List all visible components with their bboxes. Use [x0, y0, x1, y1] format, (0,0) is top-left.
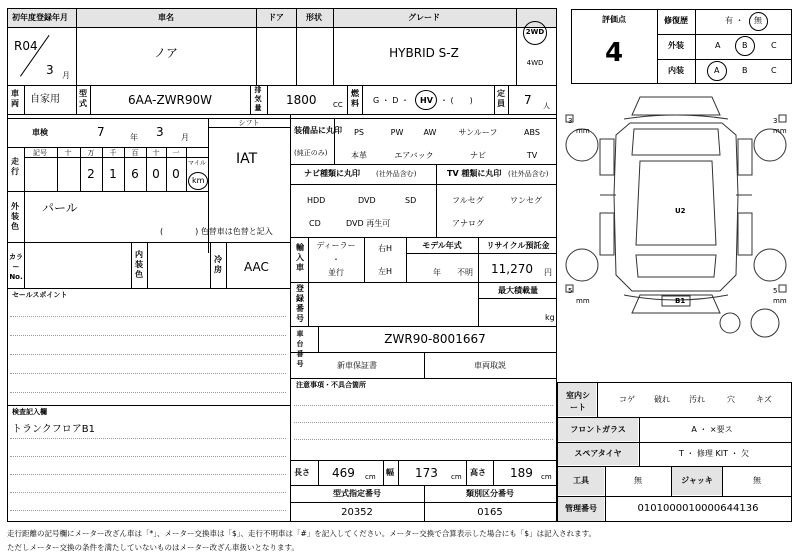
- equip-airbag[interactable]: エアバック: [394, 151, 434, 160]
- mgmt-label: 管理番号: [565, 504, 597, 513]
- spare-value: T ・ 修理 KIT ・ 欠: [678, 449, 750, 458]
- width-value: 173: [415, 466, 438, 480]
- designation-value: 20352: [341, 507, 373, 518]
- chassis-value: ZWR90-8001667: [384, 332, 486, 346]
- length-label: 長さ: [294, 468, 310, 477]
- mm-right-top: mm: [773, 127, 787, 135]
- equip-sunroof[interactable]: サンルーフ: [458, 128, 498, 137]
- mgmt-value: 0101000010000644136: [637, 503, 759, 514]
- navi-suffix: (社外品含む): [376, 170, 417, 178]
- model-year-unit: 年: [433, 268, 441, 277]
- reg-date-label: 初年度登録年月: [12, 13, 68, 22]
- new-car-warranty: 新車保証書: [337, 361, 377, 370]
- inspection-label: 車検: [32, 128, 48, 137]
- pos-right-bottom: 5: [773, 287, 778, 295]
- recycle-label: リサイクル預託金: [486, 241, 550, 250]
- interior-grade-b: B: [742, 66, 748, 75]
- height-label: 高さ: [470, 468, 486, 477]
- digit-header: 一: [172, 149, 180, 157]
- import-left-hand[interactable]: 左H: [377, 267, 393, 276]
- digit-header: 十: [64, 149, 72, 157]
- mileage-digit: 0: [152, 167, 160, 181]
- seat-burn: コゲ: [619, 395, 635, 404]
- tv-fullseg[interactable]: フルセグ: [452, 196, 484, 205]
- tv-analog[interactable]: アナログ: [452, 219, 484, 228]
- equipment-sub-label: (純正のみ): [294, 149, 328, 157]
- exterior-grade-c: C: [771, 41, 777, 50]
- fuel-options: G ・ D ・: [373, 96, 409, 105]
- jack-value: 無: [753, 476, 761, 485]
- seat-stain: 汚れ: [689, 395, 705, 404]
- equip-leather[interactable]: 本革: [351, 151, 367, 160]
- car-diagram: [560, 95, 792, 370]
- grade-label: グレード: [408, 13, 440, 22]
- mm-left-bottom: mm: [576, 297, 590, 305]
- height-value: 189: [510, 466, 533, 480]
- ac-value: AAC: [244, 260, 269, 274]
- mm-right-bottom: mm: [773, 297, 787, 305]
- digit-header: 万: [87, 149, 95, 157]
- inspection-year-unit: 年: [130, 133, 138, 142]
- import-right-hand[interactable]: 右H: [377, 244, 393, 253]
- reg-era: R04: [14, 39, 38, 53]
- navi-hdd[interactable]: HDD: [307, 196, 326, 205]
- type-value: 6AA-ZWR90W: [127, 93, 213, 107]
- repair-no: 無: [754, 16, 762, 25]
- model-year-label: モデル年式: [422, 241, 462, 250]
- notes-label: 注意事項・不具合箇所: [296, 381, 366, 389]
- type-label: 型式: [79, 89, 87, 108]
- length-value: 469: [332, 466, 355, 480]
- tool-label: 工具: [573, 476, 589, 485]
- mark-u2: U2: [675, 207, 686, 215]
- import-parallel[interactable]: 並行: [328, 268, 344, 277]
- seat-label: 室内シート: [566, 391, 590, 412]
- pos-left-bottom: 5: [568, 287, 573, 295]
- import-label: 輸入車: [296, 243, 304, 272]
- exterior-grade-label: 外装: [668, 41, 684, 50]
- import-dealer[interactable]: ディーラー: [316, 241, 356, 250]
- vehicle-use: 自家用: [30, 94, 60, 105]
- interior-grade-c: C: [771, 66, 777, 75]
- equip-tv[interactable]: TV: [526, 151, 538, 160]
- color-no-label: カラーNo.: [9, 253, 23, 281]
- seat-tear: 破れ: [654, 395, 670, 404]
- model-year-unknown: 不明: [457, 268, 473, 277]
- mm-left-top: mm: [576, 127, 590, 135]
- spare-label: スペアタイヤ: [574, 449, 622, 458]
- car-name: ノア: [153, 46, 179, 60]
- vehicle-label: 車両: [11, 89, 19, 108]
- tv-label: TV 種類に丸印: [447, 169, 502, 178]
- fuel-other: ・ ( ): [440, 96, 473, 105]
- mileage-symbol-label: 記号: [33, 149, 47, 157]
- capacity-value: 7: [524, 93, 532, 107]
- displacement-label: 排気量: [254, 86, 262, 112]
- mark-b1: B1: [675, 297, 686, 305]
- inspector-note: トランクフロアB1: [12, 424, 96, 435]
- car-name-label: 車名: [158, 13, 174, 22]
- max-load-label: 最大積載量: [498, 286, 538, 295]
- exterior-grade-b: B: [742, 41, 748, 50]
- cc-unit: CC: [333, 101, 343, 109]
- recycle-yen: 円: [544, 268, 552, 277]
- category-label: 類別区分番号: [466, 489, 514, 498]
- registration-label: 登録番号: [296, 284, 304, 323]
- interior-grade-a: A: [714, 66, 720, 75]
- pos-right-top: 3: [773, 117, 778, 125]
- score-label: 評価点: [602, 15, 626, 24]
- navi-sd[interactable]: SD: [405, 196, 417, 205]
- pos-left-top: 3: [568, 117, 573, 125]
- glass-label: フロントガラス: [570, 425, 626, 434]
- equipment-label: 装備品に丸印: [294, 126, 342, 135]
- seat-scratch: キズ: [756, 395, 772, 404]
- navi-dvd-play[interactable]: DVD 再生可: [346, 219, 391, 228]
- length-unit: cm: [365, 473, 376, 481]
- shift-value: IAT: [236, 151, 258, 167]
- drive-2wd: 2WD: [525, 28, 545, 36]
- door-label: ドア: [268, 13, 284, 22]
- equip-aw[interactable]: AW: [423, 128, 437, 137]
- chassis-label: 車台番号: [296, 330, 304, 368]
- km-unit: km: [192, 176, 205, 185]
- jack-label: ジャッキ: [681, 476, 713, 485]
- fuel-hv: HV: [420, 96, 433, 105]
- sales-point-label: セールスポイント: [12, 291, 68, 299]
- footer-note-2: ただしメーター交換の条件を満たしていないものはメーター改ざん車扱いとなります。: [7, 543, 299, 552]
- exterior-grade-a: A: [715, 41, 721, 50]
- ac-label: 冷房: [214, 255, 222, 274]
- repair-yes: 有 ・: [725, 16, 744, 25]
- capacity-label: 定員: [497, 89, 505, 108]
- mileage-digit: 2: [87, 167, 95, 181]
- seat-hole: 穴: [727, 395, 735, 404]
- category-value: 0165: [477, 507, 503, 518]
- exterior-color-value: パール: [42, 201, 78, 215]
- footer-note-1: 走行距離の記号欄にメーター改ざん車は「*」、メーター交換車は「$」、走行不明車は「#」を記入してください。メーター交換で合算表示した場合にも「$」は記入されます。: [7, 529, 596, 538]
- interior-grade-label: 内装: [668, 66, 684, 75]
- model-shape-label: 形状: [306, 13, 322, 22]
- digit-header: 百: [131, 149, 139, 157]
- displacement-value: 1800: [286, 93, 317, 107]
- grade-value: HYBRID S-Z: [389, 46, 459, 60]
- designation-label: 型式指定番号: [333, 489, 381, 498]
- mileage-digit: 0: [172, 167, 180, 181]
- equip-ps[interactable]: PS: [354, 128, 364, 137]
- mileage-digit: 6: [131, 167, 139, 181]
- equip-pw[interactable]: PW: [390, 128, 404, 137]
- recycle-value: 11,270: [491, 262, 533, 276]
- width-label: 幅: [386, 468, 394, 477]
- shift-label: シフト: [238, 119, 260, 127]
- exterior-color-note: ( ) 色替車は色替と記入: [160, 227, 273, 236]
- drive-4wd: 4WD: [526, 59, 544, 67]
- interior-color-label: 内装色: [135, 250, 143, 279]
- mileage-label: 走行: [11, 157, 19, 176]
- equip-navi[interactable]: ナビ: [470, 151, 486, 160]
- tv-oneseg[interactable]: ワンセグ: [510, 196, 542, 205]
- max-load-kg: kg: [545, 313, 555, 322]
- exterior-color-label: 外装色: [11, 202, 19, 231]
- inspection-month: 3: [156, 125, 164, 139]
- navi-cd[interactable]: CD: [309, 219, 321, 228]
- inspection-year: 7: [97, 125, 105, 139]
- navi-dvd[interactable]: DVD: [358, 196, 376, 205]
- height-unit: cm: [541, 473, 552, 481]
- digit-header: 千: [109, 149, 117, 157]
- glass-value: A ・ ×要ス: [691, 425, 733, 434]
- tv-suffix: (社外品含む): [508, 170, 549, 178]
- capacity-unit: 人: [543, 102, 550, 110]
- reg-month-unit: 月: [62, 71, 70, 80]
- import-dot: ・: [332, 255, 340, 264]
- inspector-label: 検査記入欄: [12, 408, 47, 416]
- owner-manual: 車両取説: [474, 361, 506, 370]
- inspection-month-unit: 月: [181, 133, 189, 142]
- score-value: 4: [604, 38, 624, 68]
- mile-label: マイル: [188, 160, 206, 167]
- width-unit: cm: [451, 473, 462, 481]
- digit-header: 十: [152, 149, 160, 157]
- mileage-digit: 1: [109, 167, 117, 181]
- repair-history-label: 修復歴: [664, 16, 688, 25]
- equip-abs[interactable]: ABS: [524, 128, 540, 137]
- fuel-label: 燃料: [351, 89, 359, 108]
- navi-label: ナビ種類に丸印: [304, 169, 360, 178]
- tool-value: 無: [634, 476, 642, 485]
- reg-month: 3: [46, 63, 54, 77]
